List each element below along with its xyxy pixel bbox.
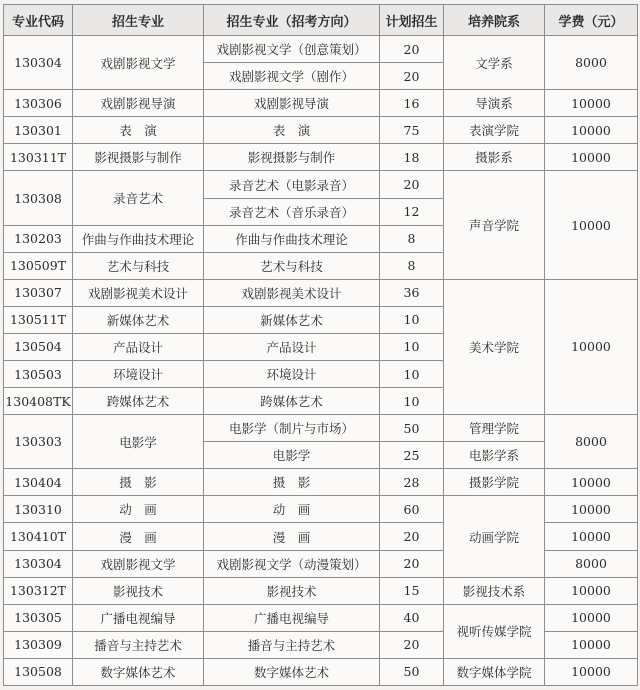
department: 表演学院 xyxy=(444,117,545,144)
direction-name: 影视摄影与制作 xyxy=(204,144,380,171)
fee: 10000 xyxy=(545,577,638,604)
fee: 10000 xyxy=(545,523,638,550)
header-cell: 计划招生 xyxy=(380,5,444,36)
direction-name: 戏剧影视文学（创意策划） xyxy=(204,36,380,63)
plan-count: 10 xyxy=(380,306,444,333)
direction-name: 动 画 xyxy=(204,496,380,523)
major-code: 130504 xyxy=(4,333,73,360)
plan-count: 10 xyxy=(380,388,444,415)
major-code: 130511T xyxy=(4,306,73,333)
direction-name: 戏剧影视导演 xyxy=(204,90,380,117)
direction-name: 环境设计 xyxy=(204,361,380,388)
header-cell: 招生专业 xyxy=(73,5,204,36)
major-code: 130508 xyxy=(4,658,73,685)
direction-name: 广播电视编导 xyxy=(204,604,380,631)
plan-count: 20 xyxy=(380,550,444,577)
major-code: 130203 xyxy=(4,225,73,252)
major-name: 戏剧影视美术设计 xyxy=(73,279,204,306)
major-code: 130305 xyxy=(4,604,73,631)
major-name: 作曲与作曲技术理论 xyxy=(73,225,204,252)
major-name: 戏剧影视文学 xyxy=(73,36,204,90)
major-code: 130303 xyxy=(4,415,73,469)
major-name: 环境设计 xyxy=(73,361,204,388)
major-name: 广播电视编导 xyxy=(73,604,204,631)
major-name: 影视技术 xyxy=(73,577,204,604)
direction-name: 跨媒体艺术 xyxy=(204,388,380,415)
major-code: 130306 xyxy=(4,90,73,117)
direction-name: 电影学 xyxy=(204,442,380,469)
fee: 10000 xyxy=(545,496,638,523)
direction-name: 戏剧影视文学（剧作） xyxy=(204,63,380,90)
major-name: 录音艺术 xyxy=(73,171,204,225)
plan-count: 40 xyxy=(380,604,444,631)
major-name: 跨媒体艺术 xyxy=(73,388,204,415)
direction-name: 摄 影 xyxy=(204,469,380,496)
department: 文学系 xyxy=(444,36,545,90)
header-row xyxy=(4,5,638,36)
major-name: 影视摄影与制作 xyxy=(73,144,204,171)
table-row xyxy=(4,144,638,171)
department: 摄影系 xyxy=(444,144,545,171)
direction-name: 录音艺术（音乐录音） xyxy=(204,198,380,225)
fee: 10000 xyxy=(545,171,638,279)
plan-count: 50 xyxy=(380,415,444,442)
plan-count: 25 xyxy=(380,442,444,469)
header-cell: 专业代码 xyxy=(4,5,73,36)
plan-count: 20 xyxy=(380,631,444,658)
major-name: 表 演 xyxy=(73,117,204,144)
table-row xyxy=(4,604,638,631)
plan-count: 20 xyxy=(380,523,444,550)
header-cell: 学费（元） xyxy=(545,5,638,36)
major-code: 130509T xyxy=(4,252,73,279)
fee: 10000 xyxy=(545,604,638,631)
major-code: 130404 xyxy=(4,469,73,496)
major-name: 产品设计 xyxy=(73,333,204,360)
fee: 10000 xyxy=(545,631,638,658)
major-code: 130310 xyxy=(4,496,73,523)
major-name: 动 画 xyxy=(73,496,204,523)
fee: 10000 xyxy=(545,90,638,117)
department: 声音学院 xyxy=(444,171,545,279)
direction-name: 数字媒体艺术 xyxy=(204,658,380,685)
major-name: 播音与主持艺术 xyxy=(73,631,204,658)
table-row xyxy=(4,279,638,306)
table-row xyxy=(4,577,638,604)
direction-name: 电影学（制片与市场） xyxy=(204,415,380,442)
major-code: 130410T xyxy=(4,523,73,550)
major-name: 艺术与科技 xyxy=(73,252,204,279)
fee: 8000 xyxy=(545,415,638,469)
plan-count: 50 xyxy=(380,658,444,685)
plan-count: 8 xyxy=(380,225,444,252)
major-name: 戏剧影视导演 xyxy=(73,90,204,117)
major-code: 130311T xyxy=(4,144,73,171)
fee: 8000 xyxy=(545,36,638,90)
direction-name: 戏剧影视文学（动漫策划） xyxy=(204,550,380,577)
table-row xyxy=(4,90,638,117)
fee: 10000 xyxy=(545,279,638,414)
fee: 10000 xyxy=(545,144,638,171)
plan-count: 18 xyxy=(380,144,444,171)
department: 电影学系 xyxy=(444,442,545,469)
direction-name: 艺术与科技 xyxy=(204,252,380,279)
fee: 10000 xyxy=(545,469,638,496)
plan-count: 28 xyxy=(380,469,444,496)
table-row xyxy=(4,496,638,523)
plan-count: 10 xyxy=(380,333,444,360)
table-row xyxy=(4,658,638,685)
department: 动画学院 xyxy=(444,496,545,577)
table-row xyxy=(4,36,638,63)
major-code: 130304 xyxy=(4,550,73,577)
fee: 10000 xyxy=(545,658,638,685)
table-row xyxy=(4,469,638,496)
plan-count: 8 xyxy=(380,252,444,279)
direction-name: 新媒体艺术 xyxy=(204,306,380,333)
department: 导演系 xyxy=(444,90,545,117)
enrollment-table xyxy=(3,4,638,686)
major-code: 130503 xyxy=(4,361,73,388)
direction-name: 表 演 xyxy=(204,117,380,144)
plan-count: 15 xyxy=(380,577,444,604)
major-name: 新媒体艺术 xyxy=(73,306,204,333)
major-name: 摄 影 xyxy=(73,469,204,496)
major-code: 130312T xyxy=(4,577,73,604)
plan-count: 75 xyxy=(380,117,444,144)
department: 视听传媒学院 xyxy=(444,604,545,658)
header-cell: 培养院系 xyxy=(444,5,545,36)
direction-name: 播音与主持艺术 xyxy=(204,631,380,658)
table-row xyxy=(4,415,638,442)
major-name: 漫 画 xyxy=(73,523,204,550)
direction-name: 戏剧影视美术设计 xyxy=(204,279,380,306)
fee: 8000 xyxy=(545,550,638,577)
department: 美术学院 xyxy=(444,279,545,414)
fee: 10000 xyxy=(545,117,638,144)
major-code: 130301 xyxy=(4,117,73,144)
major-code: 130307 xyxy=(4,279,73,306)
direction-name: 影视技术 xyxy=(204,577,380,604)
table-row xyxy=(4,117,638,144)
plan-count: 10 xyxy=(380,361,444,388)
major-name: 戏剧影视文学 xyxy=(73,550,204,577)
plan-count: 60 xyxy=(380,496,444,523)
plan-count: 20 xyxy=(380,36,444,63)
plan-count: 20 xyxy=(380,63,444,90)
header-cell: 招生专业（招考方向） xyxy=(204,5,380,36)
department: 数字媒体学院 xyxy=(444,658,545,685)
plan-count: 12 xyxy=(380,198,444,225)
plan-count: 36 xyxy=(380,279,444,306)
major-code: 130304 xyxy=(4,36,73,90)
major-code: 130408TK xyxy=(4,388,73,415)
direction-name: 作曲与作曲技术理论 xyxy=(204,225,380,252)
department: 摄影学院 xyxy=(444,469,545,496)
plan-count: 20 xyxy=(380,171,444,198)
direction-name: 漫 画 xyxy=(204,523,380,550)
major-name: 电影学 xyxy=(73,415,204,469)
department: 管理学院 xyxy=(444,415,545,442)
plan-count: 16 xyxy=(380,90,444,117)
major-name: 数字媒体艺术 xyxy=(73,658,204,685)
major-code: 130309 xyxy=(4,631,73,658)
direction-name: 产品设计 xyxy=(204,333,380,360)
major-code: 130308 xyxy=(4,171,73,225)
direction-name: 录音艺术（电影录音） xyxy=(204,171,380,198)
table-row xyxy=(4,171,638,198)
department: 影视技术系 xyxy=(444,577,545,604)
